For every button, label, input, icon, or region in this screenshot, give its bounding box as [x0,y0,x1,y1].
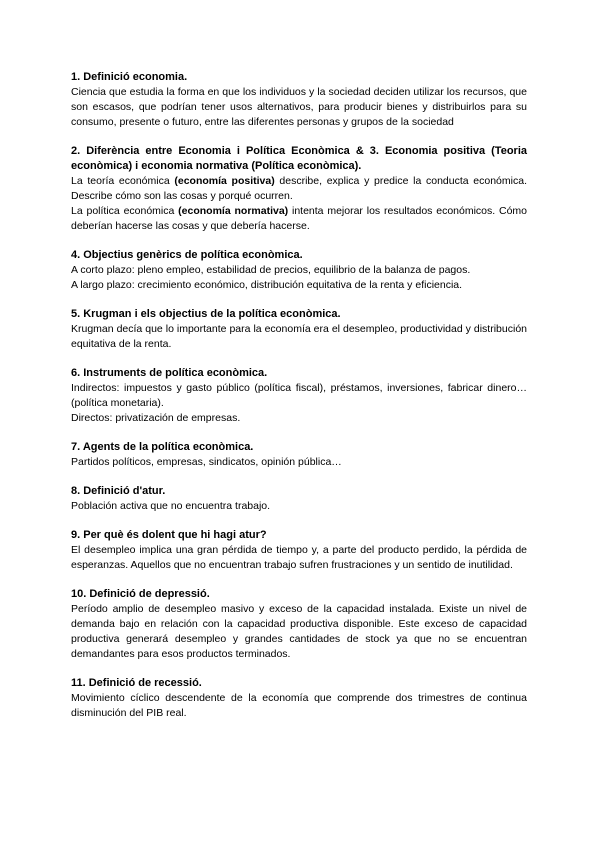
section-economia-vs-politica [71,144,527,234]
section-economia-definition [71,70,527,130]
document-page [71,70,527,735]
section-heading: 5. Krugman i els objectius de la política econòmica. [71,308,341,320]
text-run: describe, explica y predice la conducta económica. Describe cómo son las cosas y porqué ocurren. [71,175,527,202]
section-heading: 2. Diferència entre Economia i Política Econòmica & 3. Economia positiva (Teoria econòmica) i economia normativa (Política econòmica). [71,145,527,172]
section-heading: 1. Definició economia. [71,71,188,83]
text-run: intenta mejorar los resultados económicos. Cómo deberían hacerse las cosas y que debería hacerse. [71,205,527,232]
section-heading: 9. Per què és dolent que hi hagi atur? [71,529,267,541]
section-atur-dolent [71,528,527,573]
section-paragraph: Período amplio de desempleo masivo y exceso de la capacidad instalada. Existe un nivel de demanda bajo en relación con la capacidad productiva disponible. Este exceso de capacidad productiva generará desempleo y grandes cantidades de stock ya que no se encuentran demandantes para esos productos terminados. [71,603,527,660]
section-heading: 6. Instruments de política econòmica. [71,367,268,379]
section-paragraph: Ciencia que estudia la forma en que los individuos y la sociedad deciden utilizar los recursos, que son escasos, que podrían tener usos alternativos, para producir bienes y distribuirlos para su consumo, presente o futuro, entre las diferentes personas y grupos de la sociedad [71,86,527,128]
bold-term: (economía normativa) [178,205,289,217]
section-paragraph: Población activa que no encuentra trabajo. [71,500,271,512]
section-paragraph: Indirectos: impuestos y gasto público (política fiscal), préstamos, inversiones, fabricar dinero… (política monetaria). [71,382,527,409]
section-objectius-generics [71,248,527,293]
section-paragraph: Directos: privatización de empresas. [71,412,241,424]
section-depressio [71,587,527,662]
section-paragraph: Movimiento cíclico descendente de la economía que comprende dos trimestres de continua disminución del PIB real. [71,692,527,719]
section-paragraph: Krugman decía que lo importante para la economía era el desempleo, productividad y distribución equitativa de la renta. [71,323,527,350]
section-atur-definition [71,484,527,514]
section-heading: 8. Definició d'atur. [71,485,166,497]
section-heading: 7. Agents de la política econòmica. [71,441,254,453]
bold-term: (economía positiva) [174,175,275,187]
section-paragraph [71,204,527,234]
section-heading: 10. Definició de depressió. [71,588,210,600]
section-instruments [71,366,527,426]
section-heading: 4. Objectius genèrics de política econòmica. [71,249,303,261]
text-run: La política económica [71,205,179,217]
section-paragraph [71,174,527,204]
section-agents [71,440,527,470]
section-paragraph: A corto plazo: pleno empleo, estabilidad de precios, equilibrio de la balanza de pagos. [71,264,471,276]
section-paragraph: El desempleo implica una gran pérdida de tiempo y, a parte del producto perdido, la pérdida de esperanzas. Aquellos que no encuentran trabajo sufren frustraciones y un sentido de inutilidad. [71,544,527,571]
section-paragraph: Partidos políticos, empresas, sindicatos, opinión pública… [71,456,342,468]
section-paragraph: A largo plazo: crecimiento económico, distribución equitativa de la renta y eficiencia. [71,279,463,291]
section-krugman [71,307,527,352]
section-heading: 11. Definició de recessió. [71,677,202,689]
section-recessio [71,676,527,721]
text-run: La teoría económica [71,175,175,187]
